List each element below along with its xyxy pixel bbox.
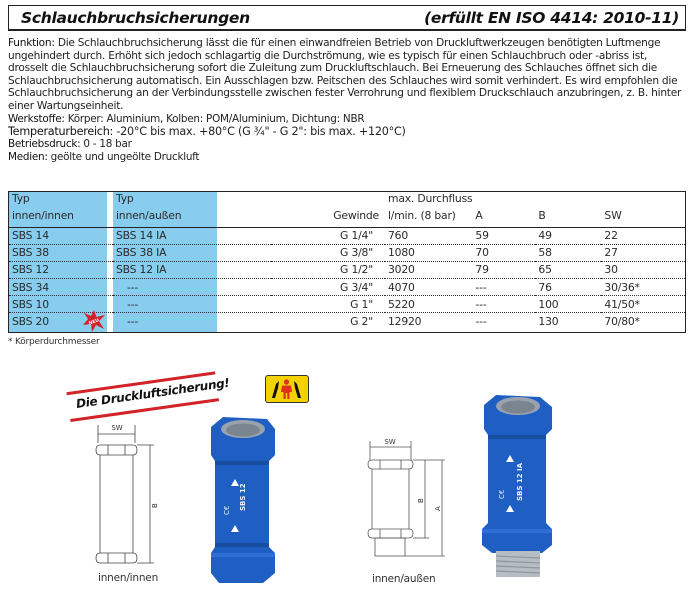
cell-thread: G 3/8" (271, 244, 385, 261)
description-block (8, 37, 688, 163)
cell-sw: 22 (601, 227, 685, 244)
pressure-text: 0 - 18 bar (80, 138, 132, 151)
cell-type-innen-innen: SBS 12 (9, 261, 113, 278)
cell-thread: G 2" (350, 315, 373, 329)
table-row (9, 279, 685, 296)
header-flow-line2: l/min. (8 bar) (385, 205, 472, 227)
header-sw: SW (601, 205, 685, 227)
pressure-label: Betriebsdruck: (8, 138, 81, 151)
cell-flow: 3020 (385, 261, 472, 278)
new-badge-star (82, 310, 106, 332)
cell-sw: 30/36* (601, 279, 685, 296)
technical-drawing-innen-innen (90, 420, 170, 580)
media-line (8, 151, 688, 164)
header-type-ia-line1: Typ (116, 192, 134, 205)
dim-a-label: A (434, 506, 442, 511)
cell-flow: 12920 (388, 315, 422, 329)
cell-thread: G 1/2" (271, 261, 385, 278)
dim-b-label: B (151, 503, 159, 508)
cell-type-innen-innen: SBS 14 (9, 227, 113, 244)
header-empty (601, 192, 685, 205)
cell-a: --- (472, 296, 535, 313)
cell-b: 49 (535, 227, 601, 244)
caption-innen-aussen: innen/außen (372, 573, 436, 585)
dim-sw-label: SW (111, 424, 123, 432)
materials-line (8, 113, 688, 126)
title-bar (8, 5, 686, 31)
new-badge-text: NEU (88, 318, 100, 327)
cell-b: 100 (535, 296, 601, 313)
table-row (9, 244, 685, 261)
cell-type-innen-aussen: SBS 14 IA (113, 227, 271, 244)
materials-label: Werkstoffe: (8, 112, 65, 125)
table-row (9, 261, 685, 278)
person-protection-icon (266, 376, 307, 401)
product-label-sbs-12-ia: SBS 12 IA (516, 462, 524, 501)
svg-text:C€: C€ (498, 489, 506, 499)
product-image-sbs-12 (205, 415, 280, 585)
cell-type-innen-innen: SBS 38 (9, 244, 113, 261)
cell-flow: 5220 (385, 296, 472, 313)
cell-flow: 4070 (385, 279, 472, 296)
cell-a: --- (475, 315, 487, 329)
media-text: geölte und ungeölte Druckluft (47, 150, 200, 163)
footnote: * Körperdurchmesser (8, 337, 100, 347)
header-empty (472, 192, 535, 205)
cell-type-innen-aussen: --- (113, 296, 271, 313)
header-type-ia-line2: innen/außen (113, 205, 271, 227)
dim-b-label: B (417, 498, 425, 503)
materials-text: Körper: Aluminium, Kolben: POM/Aluminium, Dichtung: NBR (64, 112, 365, 125)
cell-thread: G 3/4" (271, 279, 385, 296)
cell-b: 76 (535, 279, 601, 296)
cell-type-innen-innen: SBS 20 (12, 315, 49, 329)
page-title: Schlauchbruchsicherungen (21, 8, 250, 27)
function-paragraph (8, 37, 688, 113)
cell-type-innen-innen: SBS 10 (9, 296, 113, 313)
product-table (8, 191, 686, 333)
safety-protection-icon (265, 375, 309, 403)
table-row (9, 313, 685, 330)
spec-table (9, 192, 685, 330)
cell-a: --- (472, 279, 535, 296)
media-label: Medien: (8, 150, 48, 163)
header-type-ii-line2: innen/innen (9, 205, 113, 227)
svg-text:C€: C€ (223, 505, 231, 515)
header-b: B (535, 205, 601, 227)
caption-innen-innen: innen/innen (98, 572, 159, 584)
cell-thread: G 1" (271, 296, 385, 313)
product-image-sbs-12-ia (478, 393, 558, 578)
cell-a: 70 (472, 244, 535, 261)
header-a: A (472, 205, 535, 227)
cell-b: 65 (535, 261, 601, 278)
header-type-ii-line1: Typ (12, 192, 30, 205)
cell-a: 79 (472, 261, 535, 278)
standard-note: (erfüllt EN ISO 4414: 2010-11) (424, 8, 679, 27)
slogan-text: Die Druckluftsicherung! (75, 375, 231, 411)
dim-sw-label: SW (384, 438, 396, 446)
cell-type-innen-aussen: SBS 38 IA (113, 244, 271, 261)
cell-sw: 70/80* (604, 315, 640, 329)
header-thread: Gewinde (271, 205, 385, 227)
cell-sw: 30 (601, 261, 685, 278)
temperature-text: -20°C bis max. +80°C (G ¾" - G 2": bis max. +120°C) (113, 125, 406, 139)
function-text: Die Schlauchbruchsicherung lässt die für einen einwandfreien Betrieb von Druckluftwerkzeugen benötigten Luftmenge ungehindert durch. Erhöht sich jedoch schlagartig die Durchströmung, wie es typisch für einen Schlauchbruch oder -abriss ist, drosselt die Schlauchbruchsicherung sofort die Zuleitung zum Druckluftschlauch. Bei Erneuerung des Schlauches öffnet sich die Schlauchbruchsicherung automatisch. Ein Ausschlagen bzw. Peitschen des Schlauches wird somit verhindert. Es wird empfohlen die Schlauchbruchsicherung an der Verbindungsstelle zwischen fester Verrohrung und flexiblem Druckschlauch anzubringen, z. B. hinter einer Wartungseinheit. (8, 37, 682, 112)
header-empty (271, 192, 385, 205)
cell-type-innen-aussen: --- (127, 315, 139, 329)
cell-type-innen-aussen: SBS 12 IA (113, 261, 271, 278)
cell-flow: 760 (385, 227, 472, 244)
cell-a: 59 (472, 227, 535, 244)
table-row (9, 227, 685, 244)
cell-flow: 1080 (385, 244, 472, 261)
product-label-sbs-12: SBS 12 (239, 483, 247, 511)
cell-b: 58 (535, 244, 601, 261)
cell-sw: 27 (601, 244, 685, 261)
table-row (9, 296, 685, 313)
cell-b: 130 (538, 315, 559, 329)
cell-thread: G 1/4" (271, 227, 385, 244)
technical-drawing-innen-aussen (365, 435, 465, 583)
pressure-line (8, 138, 688, 151)
temperature-label: Temperaturbereich: (8, 125, 114, 139)
cell-type-innen-aussen: --- (113, 279, 271, 296)
cell-type-innen-innen: SBS 34 (9, 279, 113, 296)
temperature-line (8, 125, 688, 138)
header-flow-line1: max. Durchfluss (388, 192, 473, 205)
function-label: Funktion: (8, 37, 55, 49)
cell-sw: 41/50* (601, 296, 685, 313)
header-empty (535, 192, 601, 205)
